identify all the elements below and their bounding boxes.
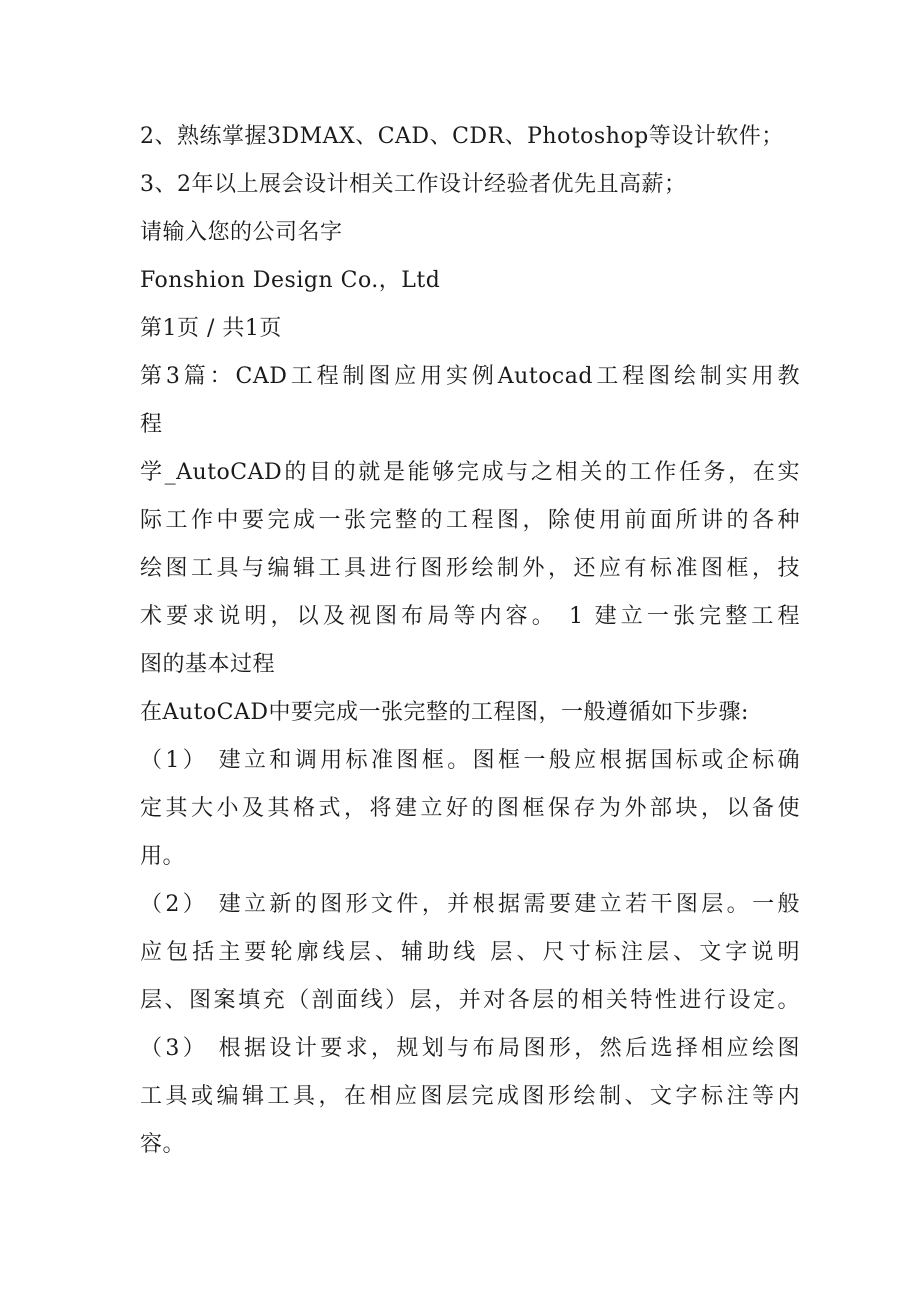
page-counter: 第1页 / 共1页: [140, 316, 282, 341]
paragraph-line: 术要求说明，以及视图布局等内容。 1 建立一张完整工程: [140, 604, 800, 629]
section-heading: 第3篇：CAD工程制图应用实例Autocad工程图绘制实用教: [140, 364, 800, 389]
company-name: Fonshion Design Co.，Ltd: [140, 268, 441, 293]
step-3-line: 容。: [140, 1132, 186, 1157]
company-name-prompt: 请输入您的公司名字: [140, 220, 343, 245]
requirement-line-3: 3、2年以上展会设计相关工作设计经验者优先且高薪；: [140, 172, 687, 197]
paragraph-line: 在AutoCAD中要完成一张完整的工程图，一般遵循如下步骤:: [140, 700, 749, 725]
paragraph-line: 绘图工具与编辑工具进行图形绘制外，还应有标准图框，技: [140, 556, 800, 581]
requirement-line-2: 2、熟练掌握3DMAX、CAD、CDR、Photoshop等设计软件；: [140, 124, 784, 149]
step-3-line: 工具或编辑工具，在相应图层完成图形绘制、文字标注等内: [140, 1084, 800, 1109]
paragraph-line: 图的基本过程: [140, 652, 276, 677]
paragraph-line: 学_AutoCAD的目的就是能够完成与之相关的工作任务，在实: [140, 460, 800, 485]
step-1-line: 用。: [140, 844, 186, 869]
step-1-line: （1） 建立和调用标准图框。图框一般应根据国标或企标确: [140, 748, 800, 773]
step-1-line: 定其大小及其格式，将建立好的图框保存为外部块，以备使: [140, 796, 800, 821]
step-2-line: （2） 建立新的图形文件，并根据需要建立若干图层。一般: [140, 892, 800, 917]
paragraph-line: 际工作中要完成一张完整的工程图，除使用前面所讲的各种: [140, 508, 800, 533]
step-3-line: （3） 根据设计要求，规划与布局图形，然后选择相应绘图: [140, 1036, 800, 1061]
step-2-line: 应包括主要轮廓线层、辅助线 层、尺寸标注层、文字说明: [140, 940, 800, 965]
step-2-line: 层、图案填充（剖面线）层，并对各层的相关特性进行设定。: [140, 988, 800, 1013]
section-heading-cont: 程: [140, 412, 163, 437]
